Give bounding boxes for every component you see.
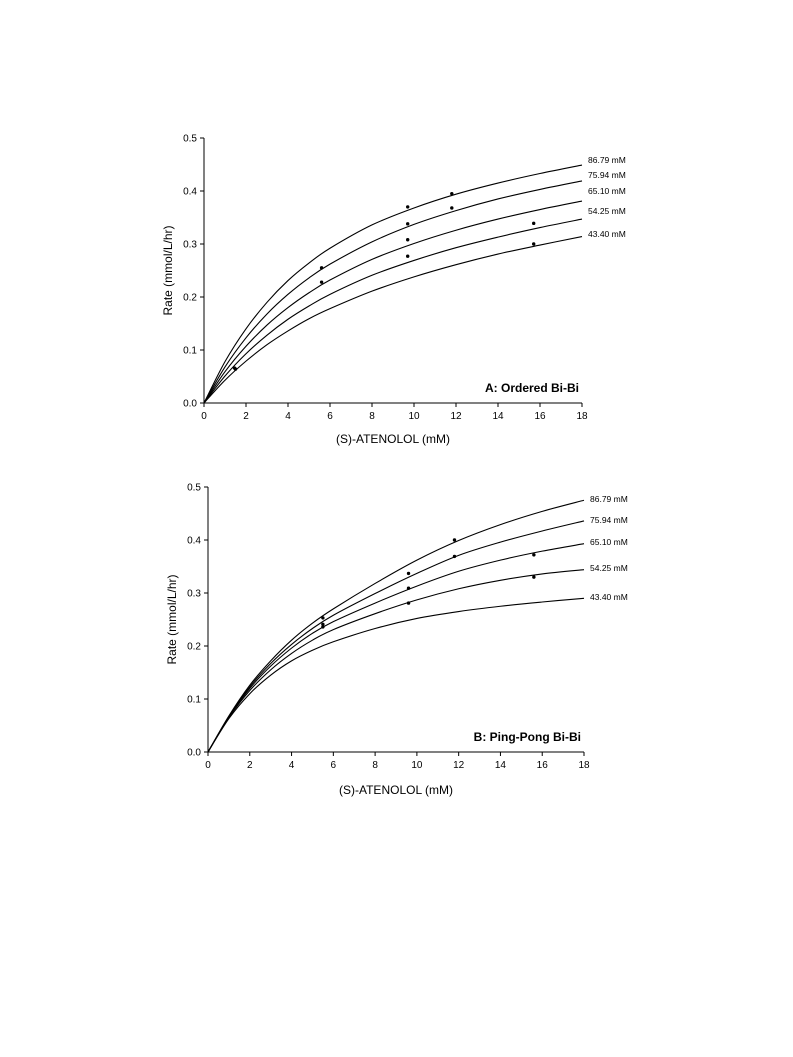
x-tick-label: 8	[372, 760, 378, 771]
data-point	[453, 538, 456, 541]
data-point	[532, 242, 535, 245]
x-tick-label: 16	[536, 760, 548, 771]
x-axis-label: (S)-ATENOLOL (mM)	[336, 432, 450, 446]
series-label: 43.40 mM	[590, 592, 628, 602]
x-tick-label: 8	[369, 411, 375, 422]
y-axis-label: Rate (mmol/L/hr)	[161, 225, 175, 316]
x-tick-label: 12	[453, 760, 465, 771]
series-line	[208, 544, 584, 752]
x-tick-label: 10	[408, 411, 420, 422]
x-tick-label: 6	[330, 760, 337, 771]
data-point	[453, 555, 456, 558]
y-tick-label: 0.2	[187, 641, 201, 653]
data-point	[320, 280, 323, 283]
series-label: 65.10 mM	[590, 537, 628, 547]
y-tick-label: 0.0	[187, 747, 201, 759]
series-line	[204, 219, 582, 403]
series-line	[204, 237, 582, 403]
x-tick-label: 18	[578, 760, 590, 771]
y-tick-label: 0.4	[187, 535, 201, 547]
series-label: 54.25 mM	[588, 206, 626, 216]
y-tick-label: 0.4	[183, 186, 197, 198]
series-label: 86.79 mM	[590, 494, 628, 504]
y-tick-label: 0.1	[183, 345, 197, 357]
data-point	[234, 367, 237, 370]
x-tick-label: 2	[243, 411, 249, 422]
data-point	[320, 266, 323, 269]
series-label: 75.94 mM	[590, 515, 628, 525]
x-tick-label: 14	[492, 411, 504, 422]
x-tick-label: 2	[246, 760, 253, 771]
data-point	[407, 601, 410, 604]
data-point	[532, 222, 535, 225]
data-point	[406, 254, 409, 257]
data-point	[321, 625, 324, 628]
x-tick-label: 0	[201, 411, 207, 422]
x-tick-label: 14	[494, 760, 507, 771]
x-tick-label: 6	[327, 411, 333, 422]
x-tick-label: 12	[450, 411, 462, 422]
x-tick-label: 0	[205, 760, 211, 771]
series-line	[208, 500, 584, 752]
data-point	[532, 575, 535, 578]
y-tick-label: 0.5	[187, 482, 201, 494]
series-line	[208, 521, 584, 752]
panel-title: A: Ordered Bi-Bi	[484, 381, 579, 395]
series-label: 43.40 mM	[588, 229, 626, 239]
data-point	[406, 238, 409, 241]
x-tick-label: 18	[576, 411, 588, 422]
x-tick-label: 4	[288, 760, 295, 771]
data-point	[407, 572, 410, 575]
data-point	[406, 205, 409, 208]
chart-panel-1	[165, 483, 628, 798]
series-line	[204, 181, 582, 403]
x-tick-label: 10	[411, 760, 423, 771]
data-point	[450, 206, 453, 209]
x-axis-label: (S)-ATENOLOL (mM)	[339, 783, 453, 797]
x-tick-label: 16	[534, 411, 546, 422]
y-tick-label: 0.3	[183, 239, 197, 251]
data-point	[407, 587, 410, 590]
data-point	[406, 222, 409, 225]
panel-title: B: Ping-Pong Bi-Bi	[473, 730, 581, 744]
x-tick-label: 4	[285, 411, 291, 422]
series-label: 65.10 mM	[588, 186, 626, 196]
data-point	[532, 553, 535, 556]
data-point	[450, 192, 453, 195]
y-axis-label: Rate (mmol/L/hr)	[165, 574, 179, 665]
series-label: 75.94 mM	[588, 170, 626, 180]
series-label: 54.25 mM	[590, 563, 628, 573]
series-line	[204, 201, 582, 403]
y-tick-label: 0.3	[187, 588, 201, 600]
y-tick-label: 0.0	[183, 398, 197, 410]
y-tick-label: 0.2	[183, 292, 197, 304]
series-label: 86.79 mM	[588, 155, 626, 165]
y-tick-label: 0.1	[187, 694, 201, 706]
chart-panel-0	[161, 134, 626, 447]
y-tick-label: 0.5	[183, 133, 197, 145]
series-line	[208, 570, 584, 752]
data-point	[321, 616, 324, 619]
